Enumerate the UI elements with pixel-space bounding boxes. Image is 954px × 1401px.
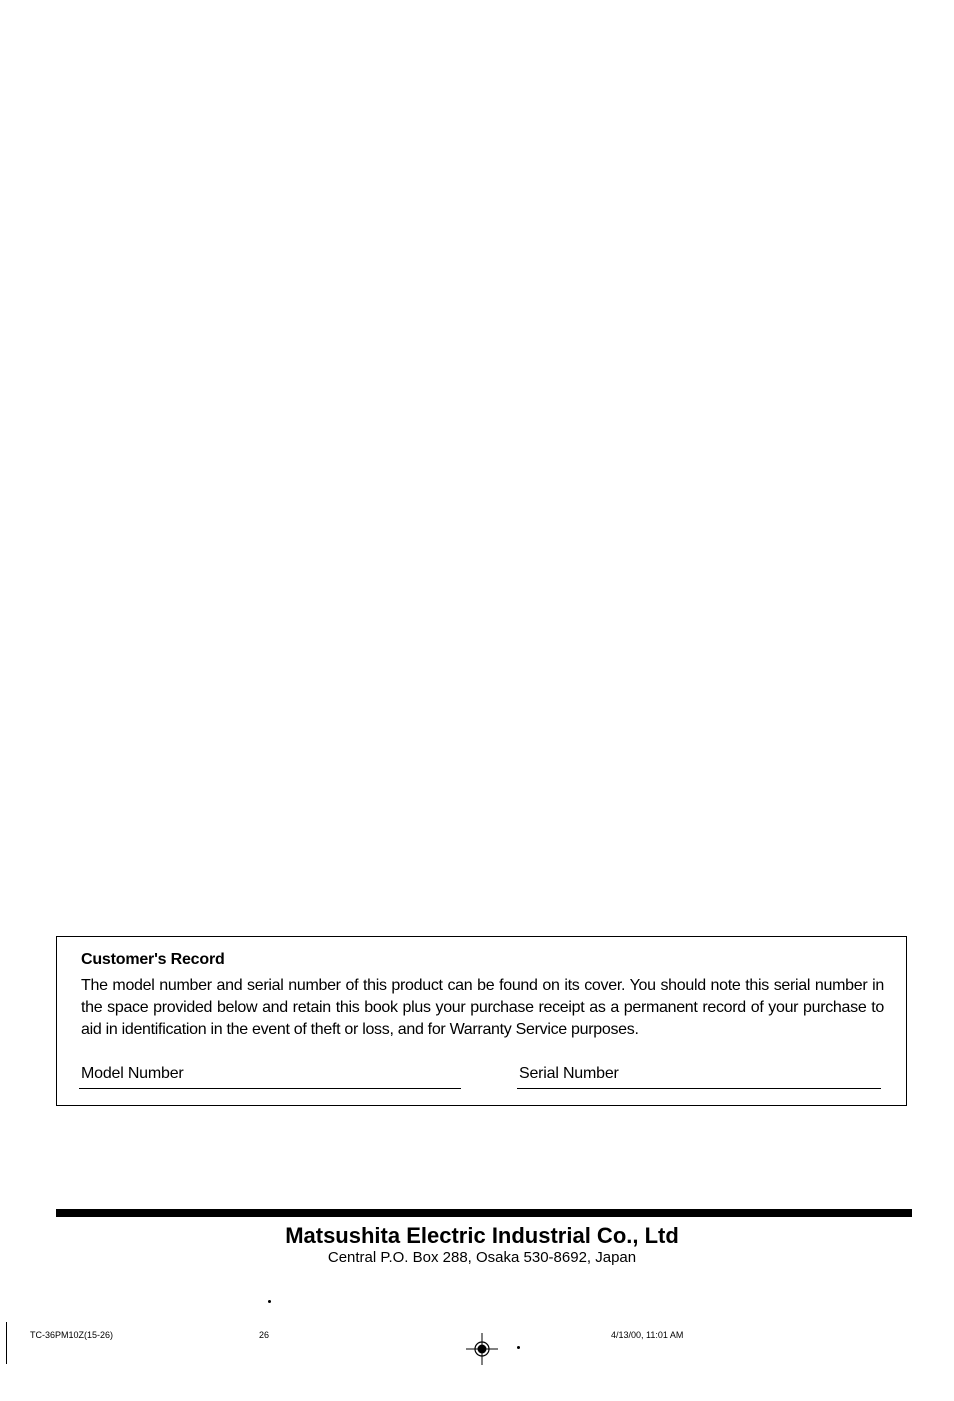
registration-mark-icon [466, 1333, 498, 1365]
crop-mark [6, 1322, 7, 1364]
print-slug-date: 4/13/00, 11:01 AM [611, 1330, 684, 1340]
serial-number-label: Serial Number [519, 1065, 619, 1082]
print-slug-file: TC-36PM10Z(15-26) [30, 1330, 114, 1340]
company-address: Central P.O. Box 288, Osaka 530-8692, Japan [327, 1249, 637, 1266]
print-slug-page: 26 [259, 1330, 270, 1340]
customers-record-title: Customer's Record [81, 951, 225, 968]
model-number-label: Model Number [81, 1065, 184, 1082]
model-number-field[interactable] [79, 1063, 461, 1089]
customers-record-box [56, 936, 907, 1106]
customers-record-text: The model number and serial number of this product can be found on its cover. You should note this serial number in the space provided below and retain this book plus your purchase receipt as a permanent record of your purchase to aid in identification in the event of theft or loss, and for Warranty Service purposes. [81, 977, 884, 1038]
speck [268, 1300, 271, 1303]
serial-number-field[interactable] [517, 1063, 881, 1089]
company-name: Matsushita Electric Industrial Co., Ltd [285, 1223, 679, 1248]
speck [517, 1346, 520, 1349]
footer-rule [56, 1209, 912, 1217]
